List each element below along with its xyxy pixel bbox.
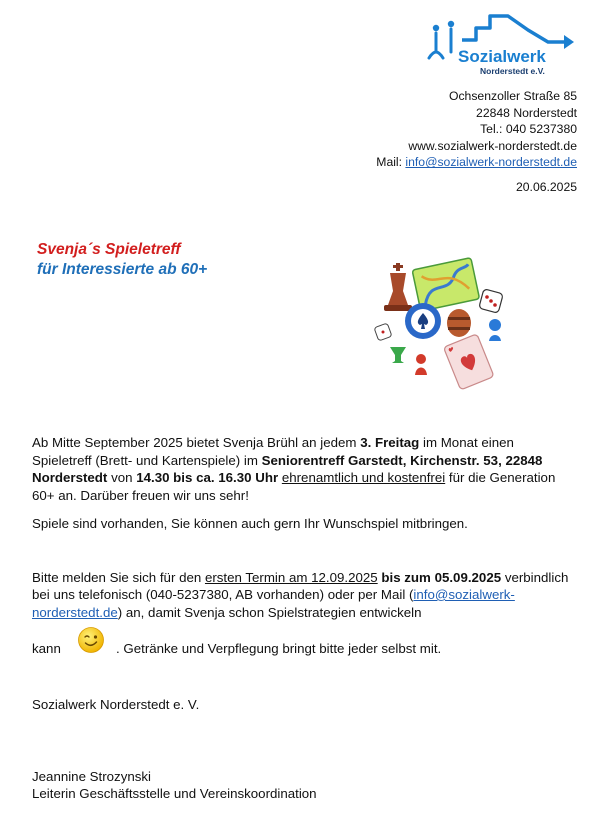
poker-chip-icon [405, 303, 441, 339]
title-line-1: Svenja´s Spieletreff [37, 241, 181, 258]
signature-role: Leiterin Geschäftsstelle und Vereinskoordination [32, 786, 317, 801]
winking-smiley-icon [77, 626, 105, 654]
text-bold: 3. Freitag [360, 435, 420, 450]
text-bold: Seniorentreff Garstedt, Kirchenstr. 53, 22848 Norderstedt [32, 452, 543, 485]
title-line-2: für Interessierte ab 60+ [37, 261, 208, 278]
green-piece-icon [390, 347, 406, 363]
text-segment: von [107, 470, 137, 485]
text-underline: ehrenamtlich und kostenfrei [281, 470, 446, 485]
address-city: 22848 Norderstedt [476, 105, 577, 120]
signature-block [32, 768, 317, 802]
text-segment: Bitte melden Sie sich für den [32, 569, 205, 585]
text-segment: verbindlich bei uns telefonisch (040-5237380, AB vorhanden) oder per Mail ( [32, 569, 569, 602]
text-drinks: . Getränke und Verpflegung bringt bitte jeder selbst mit. [116, 641, 442, 656]
sozialwerk-logo [418, 6, 578, 78]
organisation-name: Sozialwerk Norderstedt e. V. [32, 697, 200, 712]
mail-label: Mail: [376, 155, 406, 170]
board-games-illustration [368, 255, 528, 395]
letter-date: 20.06.2025 [516, 180, 577, 194]
address-street: Ochsenzoller Straße 85 [448, 89, 577, 103]
logo-word: Sozialwerk [458, 47, 546, 66]
mail-link[interactable]: info@sozialwerk-norderstedt.de [405, 155, 577, 170]
address-phone: Tel.: 040 5237380 [480, 122, 577, 137]
text-bold: bis zum 05.09.2025 [381, 569, 502, 585]
registration-mail-link[interactable]: info@sozialwerk-norderstedt.de [32, 587, 515, 620]
sender-address [376, 88, 577, 171]
paragraph-announcement [32, 434, 572, 504]
paragraph-games: Spiele sind vorhanden, Sie können auch gern Ihr Wunschspiel mitbringen. [32, 516, 468, 531]
text-segment: Ab Mitte September 2025 bietet Svenja Brühl an jedem [32, 435, 361, 450]
barrel-icon [447, 309, 471, 337]
text-segment: für die Generation 60+ an. Darüber freuen wir uns sehr! [32, 470, 556, 503]
blue-pawn-icon [489, 319, 501, 341]
text-segment: ) an, damit Svenja schon Spielstrategien entwickeln [117, 604, 422, 620]
text-segment: im Monat einen Spieletreff (Brett- und Kartenspiele) im [32, 435, 514, 468]
text-kann: kann [32, 641, 61, 656]
signature-name: Jeannine Strozynski [32, 769, 151, 784]
red-pawn-icon [415, 354, 427, 375]
address-mail-row [376, 154, 577, 171]
paragraph-registration [32, 569, 572, 622]
letter-body [32, 434, 572, 621]
text-bold: 14.30 bis ca. 16.30 Uhr [136, 470, 279, 485]
logo-subtitle: Norderstedt e.V. [480, 66, 545, 76]
text-underline: ersten Termin am 12.09.2025 [204, 569, 378, 585]
chess-king-icon [384, 263, 412, 311]
event-title [37, 240, 207, 280]
address-web[interactable]: www.sozialwerk-norderstedt.de [408, 138, 577, 153]
playing-card-icon [443, 334, 494, 390]
